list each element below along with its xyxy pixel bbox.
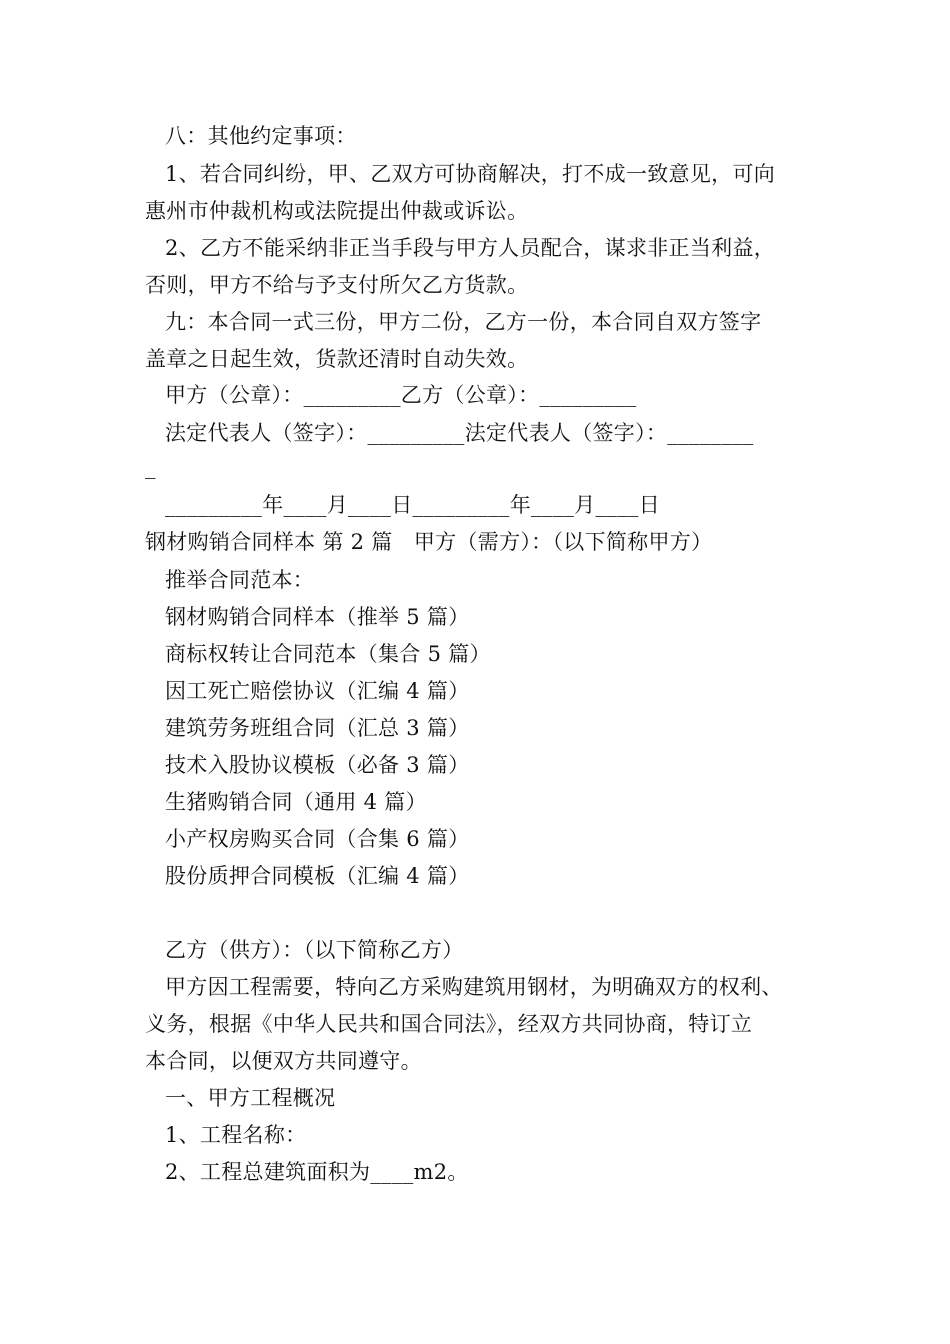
intro-line-3: 本合同，以便双方共同遵守。 bbox=[145, 1049, 422, 1073]
section-8-heading: 八：其他约定事项： bbox=[165, 124, 357, 148]
intro-line-2: 义务，根据《中华人民共和国合同法》，经双方共同协商，特订立 bbox=[145, 1012, 753, 1036]
recommend-item: 小产权房购买合同（合集 6 篇） bbox=[165, 827, 470, 851]
recommend-item: 股份质押合同模板（汇编 4 篇） bbox=[165, 864, 470, 888]
signature-dates-line: _________年____月____日_________年____月____日 bbox=[165, 493, 660, 517]
intro-line-1: 甲方因工程需要，特向乙方采购建筑用钢材，为明确双方的权利、 bbox=[165, 975, 783, 999]
recommend-item: 钢材购销合同样本（推举 5 篇） bbox=[165, 605, 470, 629]
part-1-item-2: 2、工程总建筑面积为____m2。 bbox=[165, 1160, 469, 1184]
section-9-line-1: 九：本合同一式三份，甲方二份，乙方一份，本合同自双方签字 bbox=[165, 310, 762, 334]
section-8-item-2-line-1: 2、乙方不能采纳非正当手段与甲方人员配合，谋求非正当利益， bbox=[165, 236, 776, 260]
recommend-item: 生猪购销合同（通用 4 篇） bbox=[165, 790, 427, 814]
signature-reps-wrap: _ bbox=[145, 455, 156, 479]
part-1-heading: 一、甲方工程概况 bbox=[165, 1086, 336, 1110]
section-8-item-1-line-2: 惠州市仲裁机构或法院提出仲裁或诉讼。 bbox=[145, 199, 529, 223]
party-b-line: 乙方（供方）：（以下简称乙方） bbox=[165, 938, 464, 962]
recommend-item: 建筑劳务班组合同（汇总 3 篇） bbox=[165, 716, 470, 740]
section-9-line-2: 盖章之日起生效，货款还清时自动失效。 bbox=[145, 347, 529, 371]
part-1-item-1: 1、工程名称： bbox=[165, 1123, 307, 1147]
signature-seals-line: 甲方（公章）：_________乙方（公章）：_________ bbox=[165, 383, 637, 407]
section-8-item-2-line-2: 否则，甲方不给与予支付所欠乙方货款。 bbox=[145, 273, 529, 297]
recommend-heading: 推举合同范本： bbox=[165, 568, 315, 592]
signature-reps-line: 法定代表人（签字）：_________法定代表人（签字）：________ bbox=[165, 421, 754, 445]
section-8-item-1-line-1: 1、若合同纠纷，甲、乙双方可协商解决，打不成一致意见，可向 bbox=[165, 162, 776, 186]
second-contract-title: 钢材购销合同样本 第 2 篇 甲方（需方）：（以下简称甲方） bbox=[145, 530, 713, 554]
recommend-item: 商标权转让合同范本（集合 5 篇） bbox=[165, 642, 491, 666]
recommend-item: 技术入股协议模板（必备 3 篇） bbox=[165, 753, 470, 777]
recommend-item: 因工死亡赔偿协议（汇编 4 篇） bbox=[165, 679, 470, 703]
